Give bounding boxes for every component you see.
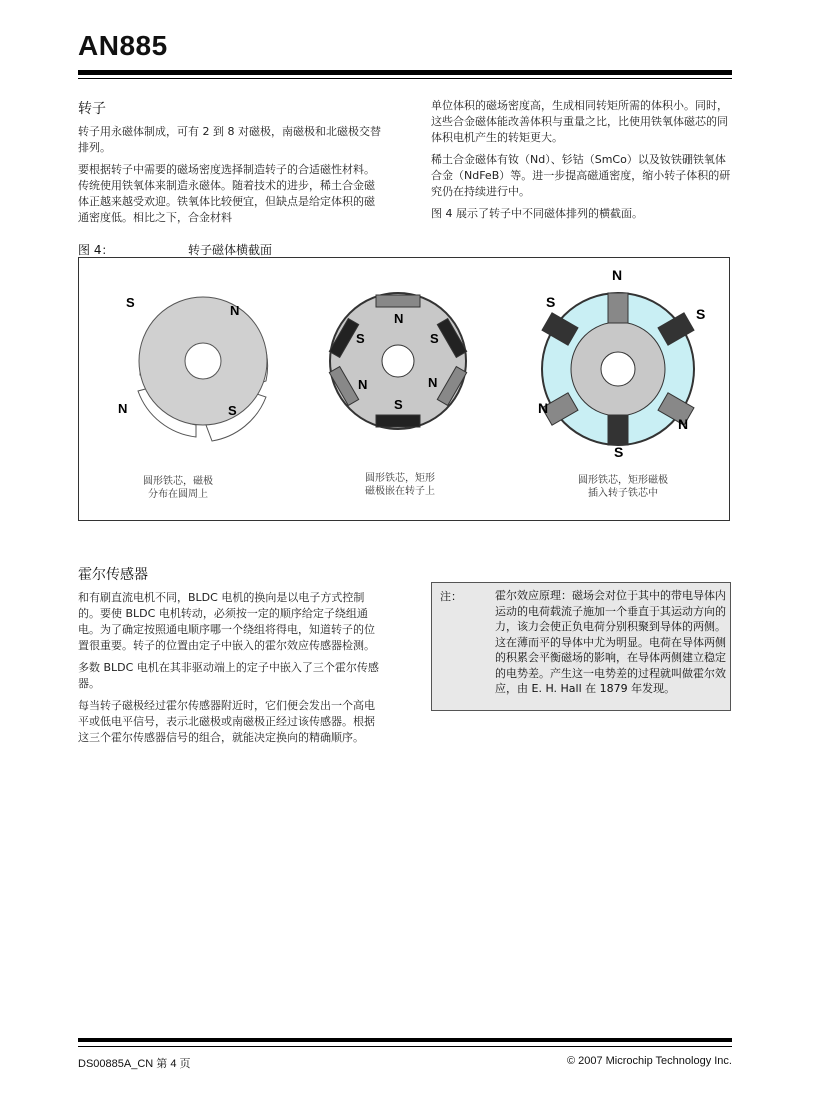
footer-rule-thin: [78, 1046, 732, 1047]
section-heading-rotor: 转子: [78, 101, 106, 117]
rotor-diagram-1: [118, 295, 268, 441]
rect-magnet: [376, 295, 420, 307]
rect-magnet: [376, 415, 420, 427]
pole-label: S: [430, 331, 439, 346]
pole-label: S: [126, 295, 135, 310]
figure-label: 图 4：: [78, 243, 114, 257]
rotor-paragraph: 转子用永磁体制成，可有 2 到 8 对磁极，南磁极和北磁极交替排列。: [78, 125, 381, 154]
pole-label: S: [614, 444, 624, 460]
rotor-paragraph: 要根据转子中需要的磁场密度选择制造转子的合适磁性材料。传统使用铁氧体来制造永磁体。随着技术的进步，稀土合金磁体正越来越受欢迎。铁氧体比较便宜，但缺点是给定体积的磁通密度低。相比之下，合金材料: [78, 163, 375, 224]
figure-caption: 转子磁体横截面: [188, 243, 273, 257]
sub-caption-1: [118, 475, 238, 501]
sub-caption-line: 圆形铁芯，矩形: [365, 473, 435, 484]
sub-caption-line: 圆形铁芯，矩形磁极: [578, 475, 668, 486]
pole-label: N: [358, 377, 368, 392]
hall-paragraph: 每当转子磁极经过霍尔传感器附近时，它们便会发出一个高电平或低电平信号，表示北磁极或南磁极正经过该传感器。根据这三个霍尔传感器信号的组合，就能决定换向的精确顺序。: [78, 699, 375, 744]
header-rule-thick: [78, 70, 732, 75]
pole-label: N: [612, 267, 623, 283]
rotor-diagram-2: [329, 293, 466, 429]
rect-magnet: [608, 293, 628, 323]
header-rule-thin: [78, 78, 732, 79]
rect-magnet: [608, 415, 628, 445]
pole-label: N: [428, 375, 438, 390]
pole-label: N: [394, 311, 404, 326]
sub-caption-3: [558, 474, 688, 500]
footer-copyright: © 2007 Microchip Technology Inc.: [566, 1055, 732, 1067]
shaft-hole: [185, 343, 221, 379]
footer-rule-thick: [78, 1038, 732, 1042]
rotor-diagram-3: [538, 267, 705, 460]
pole-label: S: [696, 306, 706, 322]
pole-label: S: [546, 294, 556, 310]
pole-label: S: [356, 331, 365, 346]
sub-caption-2: [340, 472, 460, 498]
rotor-paragraph: 单位体积的磁场密度高，生成相同转矩所需的体积小。同时，这些合金磁体能改善体积与重量之比，比使用铁氧体磁芯的同体积电机产生的转矩更大。: [431, 99, 728, 144]
footer-doc-id: DS00885A_CN 第 4 页: [78, 1058, 191, 1070]
shaft-hole: [382, 345, 414, 377]
rotor-left-column: [78, 124, 383, 232]
pole-label: N: [538, 400, 549, 416]
note-label: 注：: [440, 590, 462, 603]
hall-column: [78, 590, 383, 752]
document-title: AN885: [78, 30, 168, 61]
pole-label: S: [394, 397, 403, 412]
section-heading-hall: 霍尔传感器: [78, 567, 148, 583]
sub-caption-line: 分布在圆周上: [148, 489, 208, 500]
note-text: 霍尔效应原理：磁场会对位于其中的带电导体内运动的电荷载流子施加一个垂直于其运动方向的力，该力会使正负电荷分别积聚到导体的两侧。这在薄而平的导体中尤为明显。电荷在导体两侧的积累会平衡磁场的影响，在导体两侧建立稳定的电势差。产生这一电势差的过程就叫做霍尔效应，由 E. H. Hall 在 1879 年发现。: [495, 589, 726, 695]
pole-label: S: [228, 403, 237, 418]
sub-caption-line: 插入转子铁芯中: [588, 488, 658, 499]
shaft-hole: [601, 352, 635, 386]
pole-label: N: [678, 416, 689, 432]
pole-label: N: [118, 401, 128, 416]
rotor-paragraph: 稀土合金磁体有钕（Nd）、钐钴（SmCo）以及钕铁硼铁氧体合金（NdFeB）等。进一步提高磁通密度，缩小转子体积的研究仍在持续进行中。: [431, 153, 731, 198]
sub-caption-line: 圆形铁芯，磁极: [143, 476, 213, 487]
rotor-right-column: [431, 98, 736, 228]
hall-paragraph: 和有刷直流电机不同，BLDC 电机的换向是以电子方式控制的。要使 BLDC 电机转动，必须按一定的顺序给定子绕组通电。为了确定按照通电顺序哪一个绕组将得电，知道转子的位置很重要。转子的位置由定子中嵌入的霍尔效应传感器检测。: [78, 591, 375, 652]
rotor-paragraph: 图 4 展示了转子中不同磁体排列的横截面。: [431, 207, 643, 220]
hall-paragraph: 多数 BLDC 电机在其非驱动端上的定子中嵌入了三个霍尔传感器。: [78, 661, 379, 690]
pole-label: N: [230, 303, 240, 318]
sub-caption-line: 磁极嵌在转子上: [365, 486, 435, 497]
